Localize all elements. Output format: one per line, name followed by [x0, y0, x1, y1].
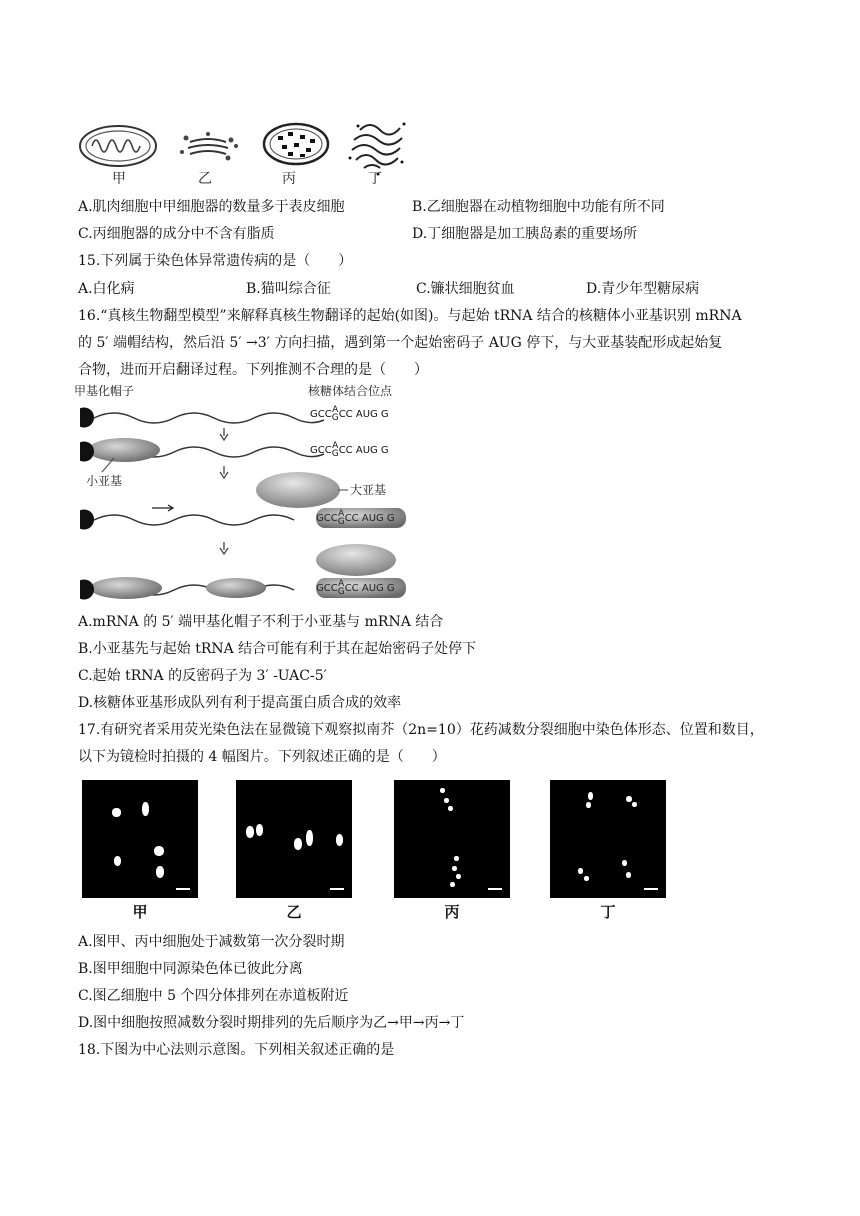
small-subunit-label: 小亚基 [86, 474, 123, 488]
micrograph-label-jia: 甲 [132, 903, 148, 921]
micrograph-yi [236, 780, 352, 898]
q16-stem-line-2: 的 5′ 端帽结构，然后沿 5′ →3′ 方向扫描，遇到第一个起始密码子 AUG 停下，与大亚基装配形成起始复 [78, 335, 723, 351]
mitochondrion-icon [80, 126, 156, 166]
q17-stem-line-2: 以下为镜检时拍摄的 4 幅图片。下列叙述正确的是（ ） [78, 749, 446, 765]
q16-stem-line-1: 16.“真核生物翻型模型”来解释真核生物翻译的起始(如图)。与起始 tRNA 结合的核糖体小亚基识别 mRNA [78, 308, 742, 324]
q14-option-b: B.乙细胞器在动植物细胞中功能有所不同 [412, 199, 665, 215]
q14-option-d: D.丁细胞器是加工胰岛素的重要场所 [412, 226, 638, 242]
large-subunit-label: 大亚基 [350, 483, 387, 497]
organelle-label-bing: 丙 [282, 171, 296, 187]
q16-option-c: C.起始 tRNA 的反密码子为 3′ -UAC-5′ [78, 668, 327, 684]
methyl-cap-label: 甲基化帽子 [74, 384, 135, 398]
q15-option-b: B.猫叫综合征 [246, 281, 331, 297]
q18-stem: 18.下图为中心法则示意图。下列相关叙述正确的是 [78, 1042, 395, 1058]
micrograph-bing [394, 780, 510, 898]
q15-option-a: A.白化病 [78, 281, 135, 297]
q15-option-d: D.青少年型糖尿病 [586, 281, 700, 297]
q16-stem-line-3: 合物，进而开启翻译过程。下列推测不合理的是（ ） [78, 362, 428, 378]
q15-option-c: C.镰状细胞贫血 [416, 281, 515, 297]
micrograph-ding [550, 780, 666, 898]
q14-option-a: A.肌肉细胞中甲细胞器的数量多于表皮细胞 [78, 199, 345, 215]
q17-option-d: D.图中细胞按照减数分裂时期排列的先后顺序为乙→甲→丙→丁 [78, 1015, 465, 1031]
q17-option-c: C.图乙细胞中 5 个四分体排列在赤道板附近 [78, 988, 349, 1004]
micrograph-label-bing: 丙 [444, 903, 460, 921]
q17-stem-line-1: 17.有研究者采用荧光染色法在显微镜下观察拟南芥（2n=10）花药减数分裂细胞中染色体形态、位置和数目， [78, 722, 764, 738]
sequence-row-3: GCCA GCC AUG G [316, 509, 395, 527]
organelle-label-jia: 甲 [112, 171, 126, 187]
organelle-figure [78, 112, 418, 192]
micrograph-jia [82, 780, 198, 898]
endoplasmic-reticulum-icon [349, 123, 406, 176]
micrograph-label-yi: 乙 [286, 903, 302, 921]
q15-stem: 15.下列属于染色体异常遗传病的是（ ） [78, 253, 353, 269]
ribosome-binding-site-label: 核糖体结合位点 [308, 384, 393, 398]
sequence-row-2: GCCA GCC AUG G [310, 441, 389, 459]
translation-figure [74, 384, 420, 608]
micrograph-label-ding: 丁 [600, 903, 616, 921]
organelle-label-ding: 丁 [368, 171, 382, 187]
chloroplast-icon [264, 124, 328, 164]
methyl-cap-icon [80, 408, 94, 428]
sequence-row-1: GCCA GCC AUG G [310, 405, 389, 423]
q16-option-d: D.核糖体亚基形成队列有利于提高蛋白质合成的效率 [78, 695, 402, 711]
golgi-icon [180, 132, 238, 161]
organelle-label-yi: 乙 [198, 171, 212, 187]
q16-option-a: A.mRNA 的 5′ 端甲基化帽子不利于小亚基与 mRNA 结合 [78, 614, 444, 630]
q17-option-a: A.图甲、丙中细胞处于减数第一次分裂时期 [78, 934, 345, 950]
sequence-row-4: GCCA GCC AUG G [316, 579, 395, 597]
q14-option-c: C.丙细胞器的成分中不含有脂质 [78, 226, 275, 242]
q17-option-b: B.图甲细胞中同源染色体已彼此分离 [78, 961, 303, 977]
q16-option-b: B.小亚基先与起始 tRNA 结合可能有利于其在起始密码子处停下 [78, 641, 477, 657]
